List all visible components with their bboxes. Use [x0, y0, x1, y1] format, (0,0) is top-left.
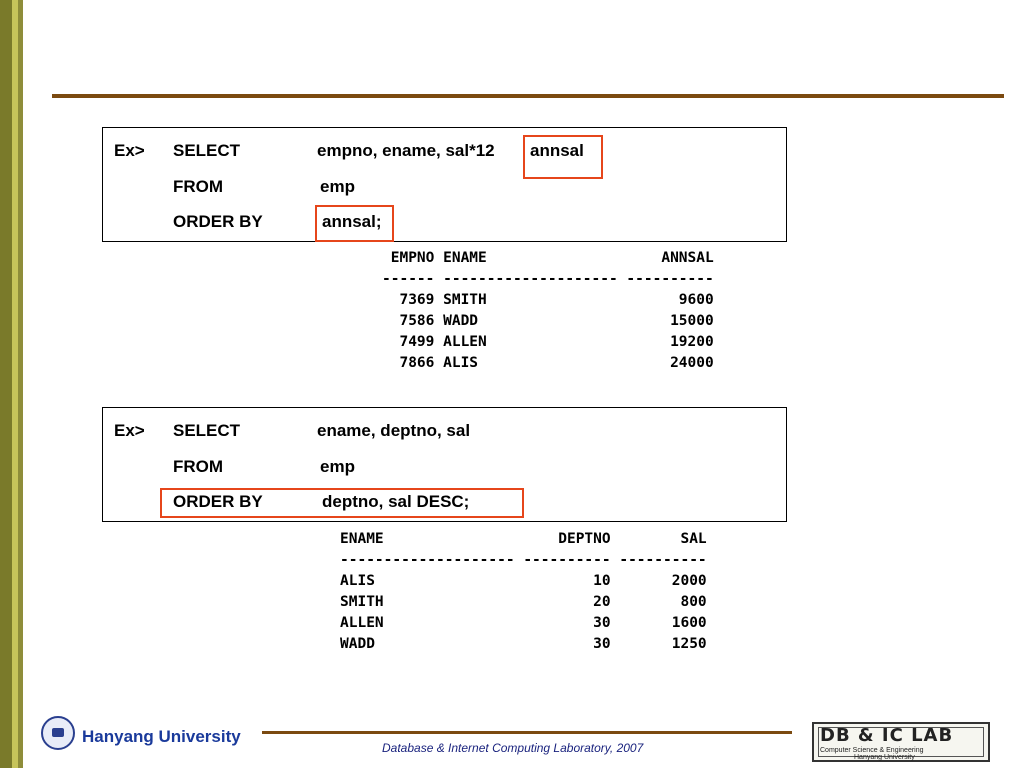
- order-column-highlight-box: [315, 205, 394, 242]
- result-row: 7499 ALLEN 19200: [382, 334, 714, 350]
- order-by-keyword: ORDER BY: [173, 492, 263, 511]
- alias-highlight-box: [523, 135, 603, 179]
- from-keyword: FROM: [173, 457, 224, 476]
- result-divider: -------------------- ---------- ----------: [340, 552, 707, 568]
- lab-logo-subtitle: Hanyang University: [854, 754, 915, 761]
- from-keyword: FROM: [173, 177, 224, 196]
- query-result-2: [340, 529, 707, 655]
- university-name: Hanyang University: [82, 727, 241, 746]
- result-row: 7369 SMITH 9600: [382, 292, 714, 308]
- result-row: WADD 30 1250: [340, 636, 707, 652]
- lab-logo: [812, 722, 990, 762]
- ex-label: Ex>: [114, 421, 145, 440]
- university-seal-icon: [41, 716, 75, 750]
- result-divider: ------ -------------------- ----------: [382, 271, 714, 287]
- title-rule: [52, 94, 1004, 98]
- order-by-highlight-box: [160, 488, 524, 518]
- sql-example-box-1: [102, 127, 787, 242]
- result-row: 7866 ALIS 24000: [382, 355, 714, 371]
- footer-rule: [262, 731, 792, 734]
- from-table: emp: [320, 177, 355, 196]
- query-result-1: [382, 248, 714, 374]
- result-row: 7586 WADD 15000: [382, 313, 714, 329]
- lab-logo-subtitle: Computer Science & Engineering: [820, 747, 924, 754]
- result-header: EMPNO ENAME ANNSAL: [382, 250, 714, 266]
- left-stripe-dark: [0, 0, 12, 768]
- select-keyword: SELECT: [173, 141, 241, 160]
- select-columns: empno, ename, sal*12: [317, 141, 495, 160]
- sql-example-box-2: [102, 407, 787, 522]
- order-by-keyword: ORDER BY: [173, 212, 263, 231]
- select-alias: annsal: [530, 141, 584, 160]
- order-by-columns: deptno, sal DESC;: [322, 492, 470, 511]
- result-row: SMITH 20 800: [340, 594, 707, 610]
- left-stripe-mid: [18, 0, 23, 768]
- result-row: ALIS 10 2000: [340, 573, 707, 589]
- result-row: ALLEN 30 1600: [340, 615, 707, 631]
- lab-logo-title: DB & IC LAB: [820, 725, 954, 746]
- ex-label: Ex>: [114, 141, 145, 160]
- select-columns: ename, deptno, sal: [317, 421, 471, 440]
- order-by-columns: annsal;: [322, 212, 382, 231]
- from-table: emp: [320, 457, 355, 476]
- select-keyword: SELECT: [173, 421, 241, 440]
- footer-caption: Database & Internet Computing Laboratory, 2007: [382, 741, 644, 755]
- result-header: ENAME DEPTNO SAL: [340, 531, 707, 547]
